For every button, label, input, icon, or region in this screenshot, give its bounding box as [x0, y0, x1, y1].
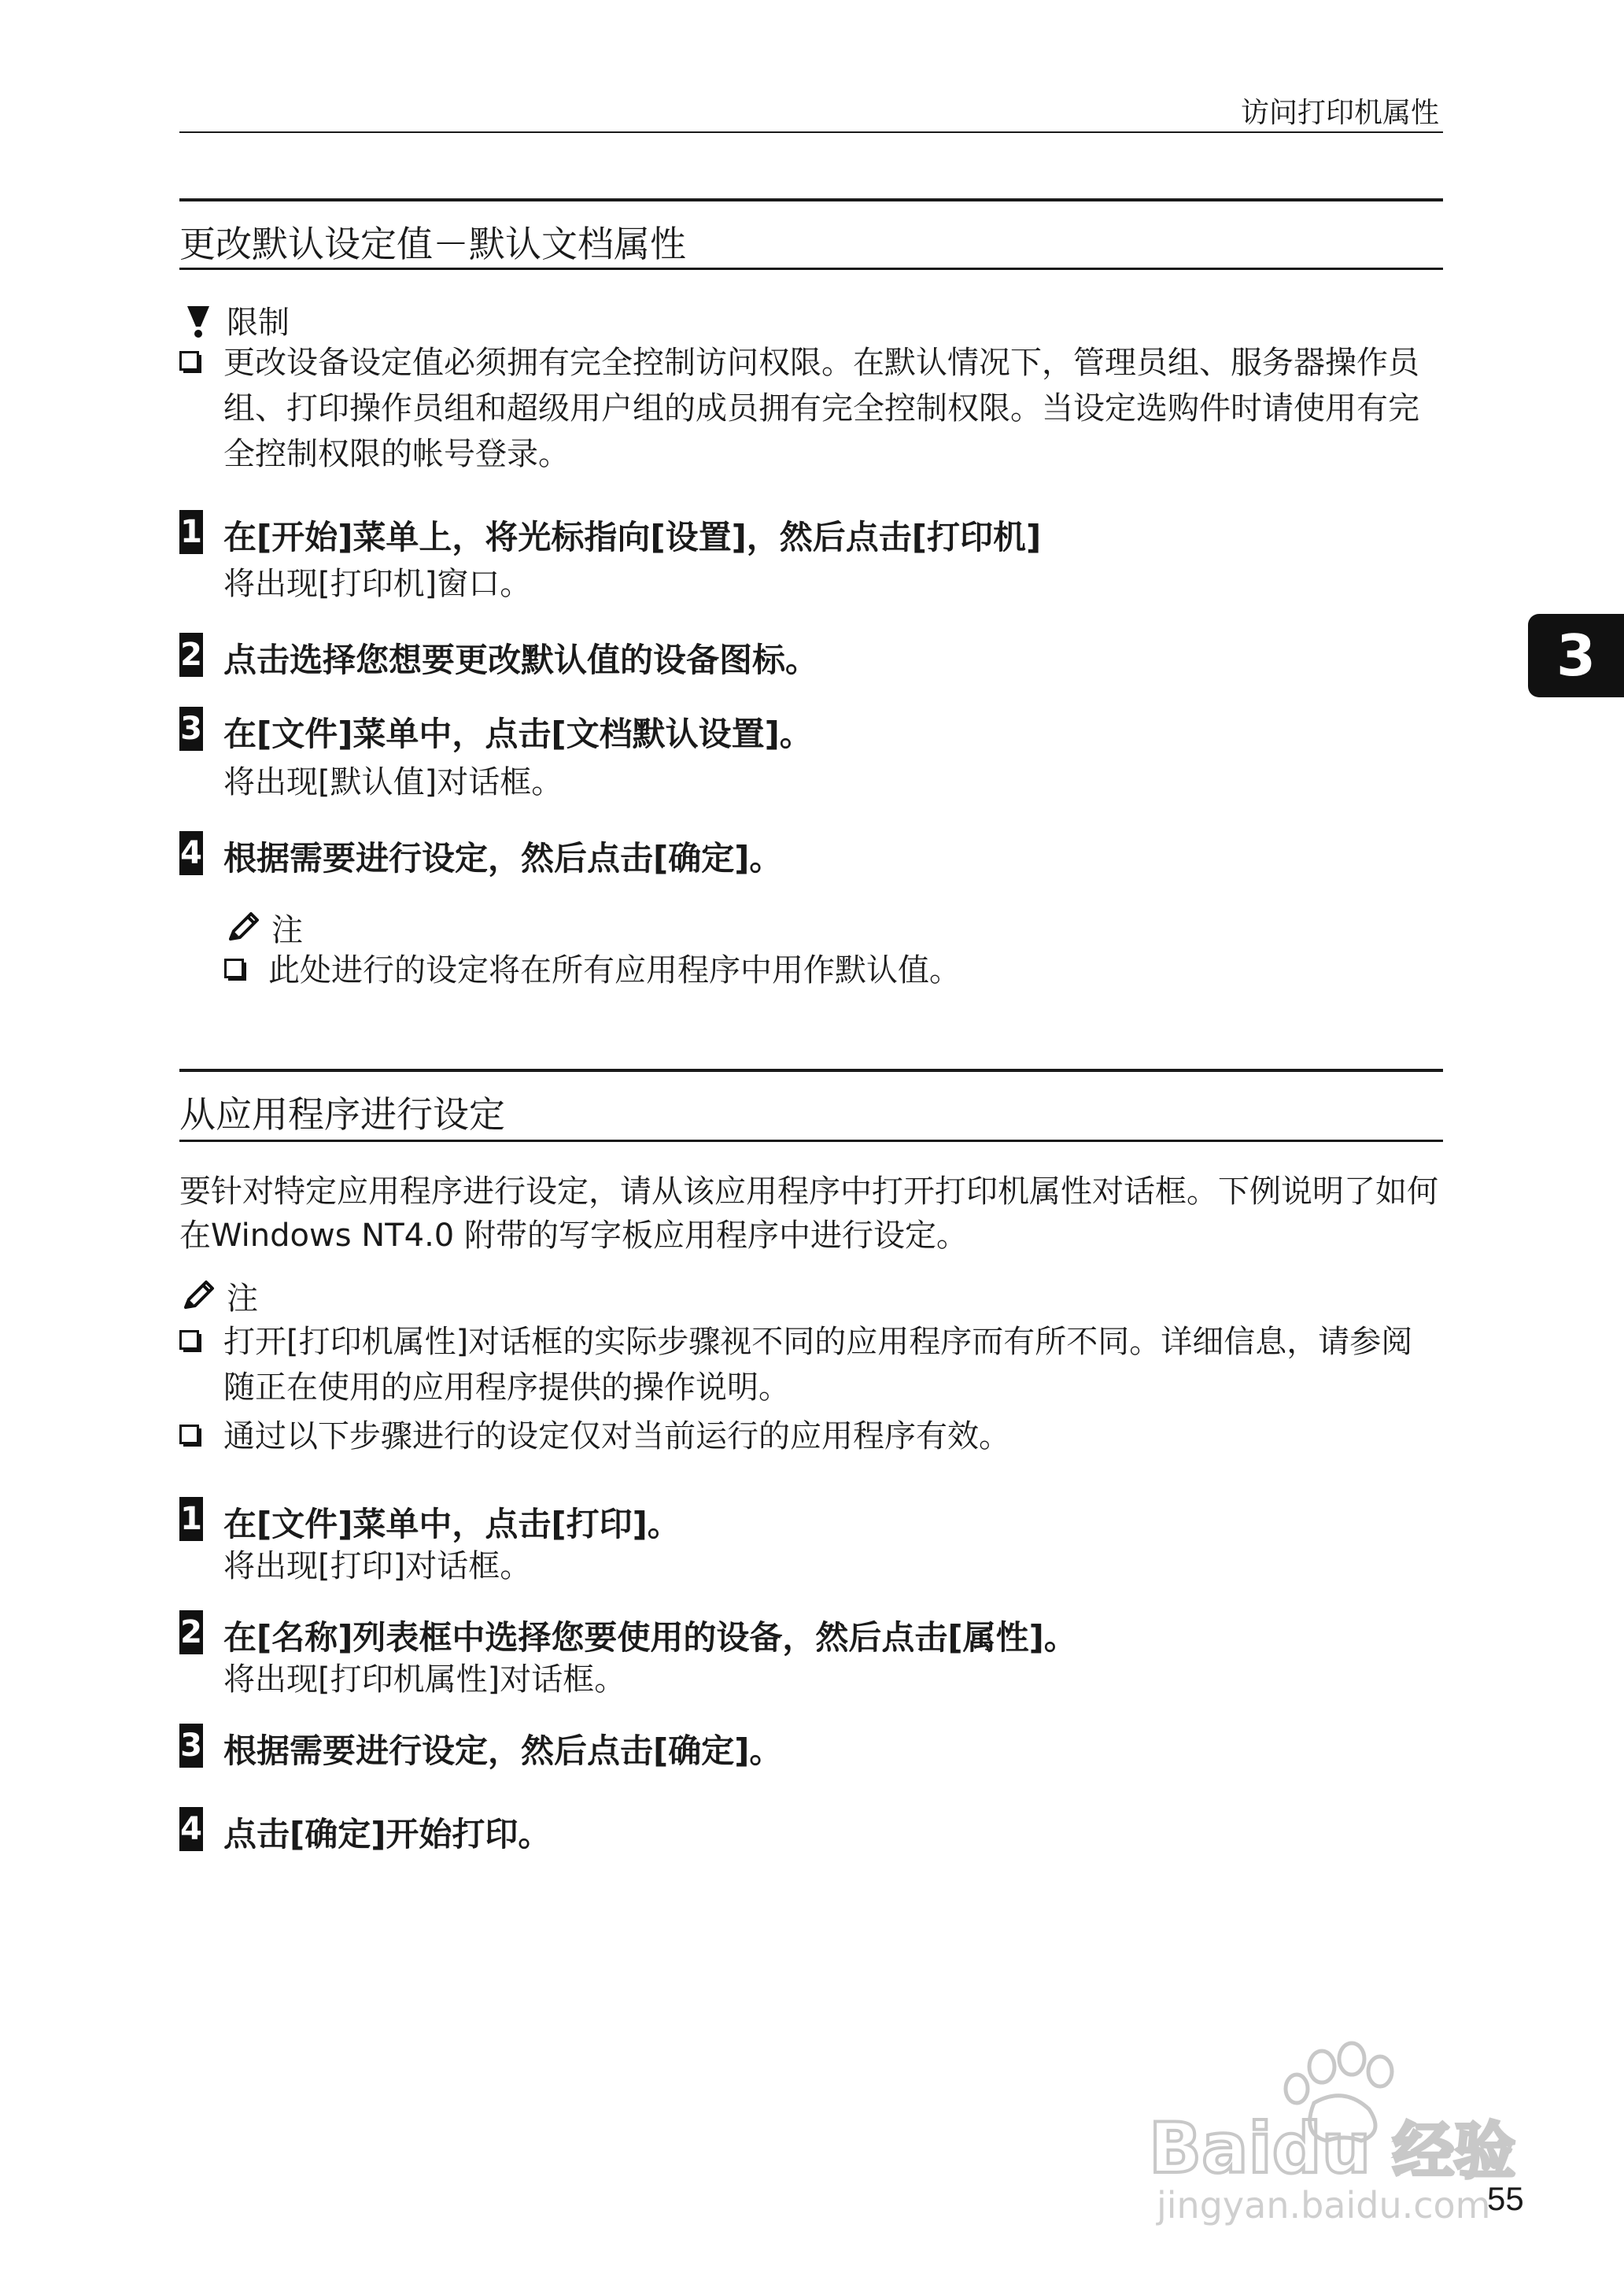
running-header-title: 访问打印机属性 [1240, 97, 1439, 129]
note-item: 打开[打印机属性]对话框的实际步骤视不同的应用程序而有所不同。详细信息，请参阅随正在使用的应用程序提供的操作说明。 [179, 1319, 1443, 1410]
baidu-jingyan-watermark [1133, 2031, 1542, 2227]
step-number: 4 [179, 1807, 203, 1851]
step-result: 将出现[默认值]对话框。 [223, 764, 563, 800]
step-number: 2 [179, 633, 203, 677]
section-bottom-rule [179, 1140, 1443, 1142]
step-result: 将出现[打印机]窗口。 [223, 566, 532, 602]
step-instruction: 根据需要进行设定，然后点击[确定]。 [223, 839, 783, 878]
section-top-rule [179, 1069, 1443, 1072]
limitation-label [179, 298, 290, 342]
step-instruction: 在[名称]列表框中选择您要使用的设备，然后点击[属性]。 [223, 1618, 1077, 1657]
chapter-tab: 3 [1528, 614, 1624, 697]
intro-paragraph: 要针对特定应用程序进行设定，请从该应用程序中打开打印机属性对话框。下例说明了如何在Windows NT4.0 附带的写字板应用程序中进行设定。 [179, 1173, 1438, 1254]
pencil-note-icon [179, 1277, 217, 1315]
step-instruction: 在[开始]菜单上，将光标指向[设置]，然后点击[打印机] [223, 518, 1042, 556]
exclamation-icon [179, 301, 217, 339]
checkbox-bullet-icon [179, 351, 201, 373]
limitation-label-text: 限制 [227, 305, 290, 341]
section-top-rule [179, 198, 1443, 201]
step-instruction: 点击选择您想要更改默认值的设备图标。 [223, 641, 819, 679]
note-item: 通过以下步骤进行的设定仅对当前运行的应用程序有效。 [179, 1414, 1443, 1459]
note-label: 注 [224, 905, 303, 950]
step-number: 3 [179, 707, 203, 751]
note-label: 注 [179, 1273, 258, 1318]
pencil-note-icon [224, 909, 262, 947]
step-result: 将出现[打印机属性]对话框。 [223, 1661, 626, 1698]
header-rule [179, 131, 1443, 133]
step-instruction: 点击[确定]开始打印。 [223, 1815, 552, 1853]
step-instruction: 在[文件]菜单中，点击[打印]。 [223, 1505, 681, 1543]
watermark-brand: Baidu [1149, 2108, 1371, 2189]
watermark-sub-brand: 经验 [1393, 2116, 1516, 2187]
step-number: 1 [179, 510, 203, 554]
checkbox-bullet-icon [179, 1330, 201, 1352]
checkbox-bullet-icon [179, 1425, 201, 1447]
step-number: 3 [179, 1724, 203, 1768]
page-number: 55 [1487, 2180, 1524, 2217]
step-instruction: 在[文件]菜单中，点击[文档默认设置]。 [223, 715, 813, 753]
limitation-item: 更改设备设定值必须拥有完全控制访问权限。在默认情况下，管理员组、服务器操作员组、打印操作员组和超级用户组的成员拥有完全控制权限。当设定选购件时请使用有完全控制权限的帐号登录。 [179, 340, 1443, 477]
section-heading: 从应用程序进行设定 [179, 1093, 505, 1136]
step-result: 将出现[打印]对话框。 [223, 1548, 532, 1584]
step-number: 1 [179, 1497, 203, 1541]
step-instruction: 根据需要进行设定，然后点击[确定]。 [223, 1731, 783, 1770]
watermark-url: jingyan.baidu.com [1157, 2184, 1491, 2227]
step-number: 2 [179, 1610, 203, 1654]
section-heading: 更改默认设定值－默认文档属性 [179, 223, 686, 265]
step-number: 4 [179, 831, 203, 875]
checkbox-bullet-icon [224, 959, 246, 981]
note-item: 此处进行的设定将在所有应用程序中用作默认值。 [224, 948, 1444, 993]
section-bottom-rule [179, 268, 1443, 270]
